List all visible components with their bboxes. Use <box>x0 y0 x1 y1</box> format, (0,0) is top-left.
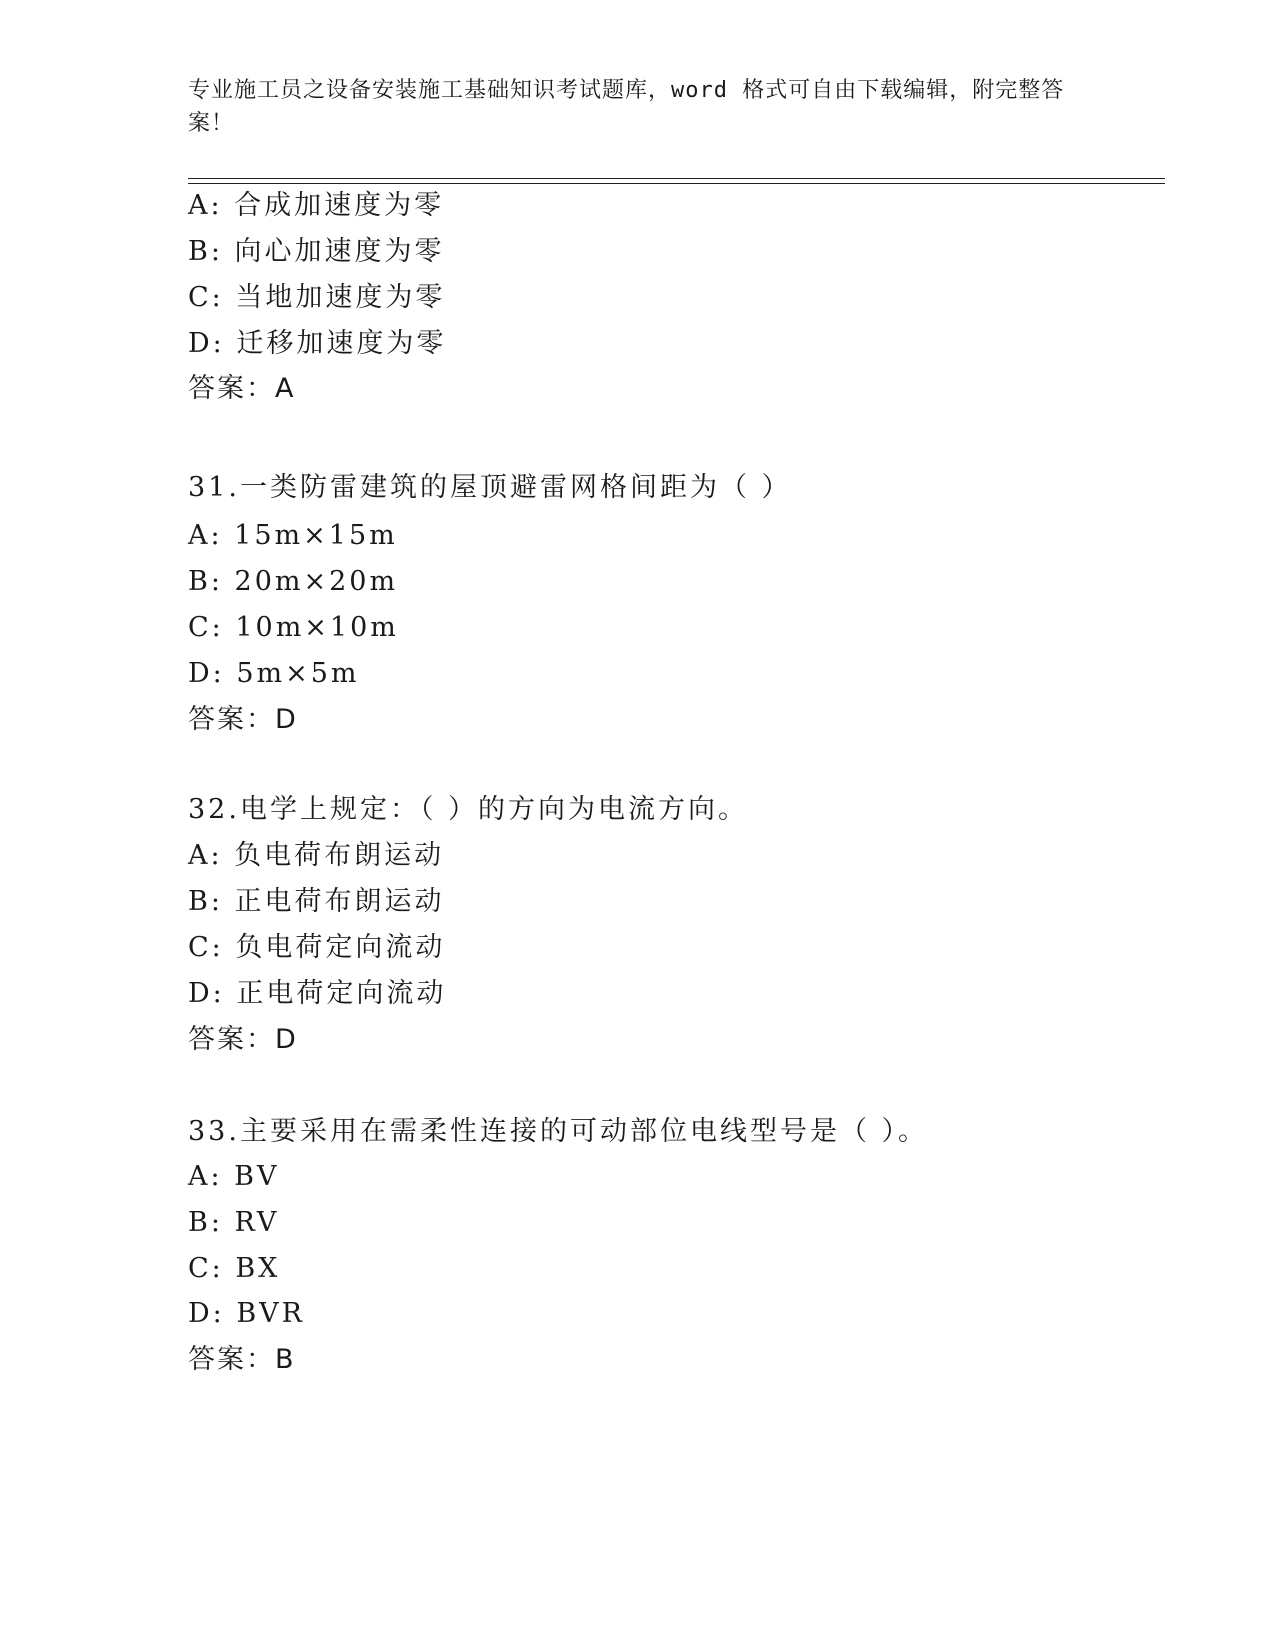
question-stem: 31.一类防雷建筑的屋顶避雷网格间距为（ ） <box>188 472 792 503</box>
option-d: D: BVR <box>188 1298 305 1329</box>
header-divider-top <box>188 178 1165 179</box>
option-c: C: 负电荷定向流动 <box>188 932 446 963</box>
option-a: A: 负电荷布朗运动 <box>188 840 445 871</box>
option-a: A: 合成加速度为零 <box>188 190 445 221</box>
option-a: A: 15m×15m <box>188 520 398 551</box>
answer-line: 答案：B <box>188 1344 296 1375</box>
option-d: D: 5m×5m <box>188 658 360 689</box>
answer-line: 答案：D <box>188 1024 298 1055</box>
option-c: C: 当地加速度为零 <box>188 282 446 313</box>
question-stem: 32.电学上规定：（ ）的方向为电流方向。 <box>188 794 749 825</box>
option-b: B: 20m×20m <box>188 566 399 597</box>
option-a: A: BV <box>188 1161 280 1192</box>
option-b: B: 向心加速度为零 <box>188 236 445 267</box>
option-c: C: 10m×10m <box>188 612 399 643</box>
question-stem: 33.主要采用在需柔性连接的可动部位电线型号是（ ）。 <box>188 1116 929 1147</box>
option-d: D: 迁移加速度为零 <box>188 328 447 359</box>
option-b: B: RV <box>188 1207 280 1238</box>
option-d: D: 正电荷定向流动 <box>188 978 447 1009</box>
answer-line: 答案：D <box>188 704 298 735</box>
document-header: 专业施工员之设备安装施工基础知识考试题库，word 格式可自由下载编辑，附完整答案！ <box>188 78 1065 136</box>
header-divider-bottom <box>188 183 1165 184</box>
option-b: B: 正电荷布朗运动 <box>188 886 445 917</box>
answer-line: 答案：A <box>188 373 296 404</box>
option-c: C: BX <box>188 1253 281 1284</box>
